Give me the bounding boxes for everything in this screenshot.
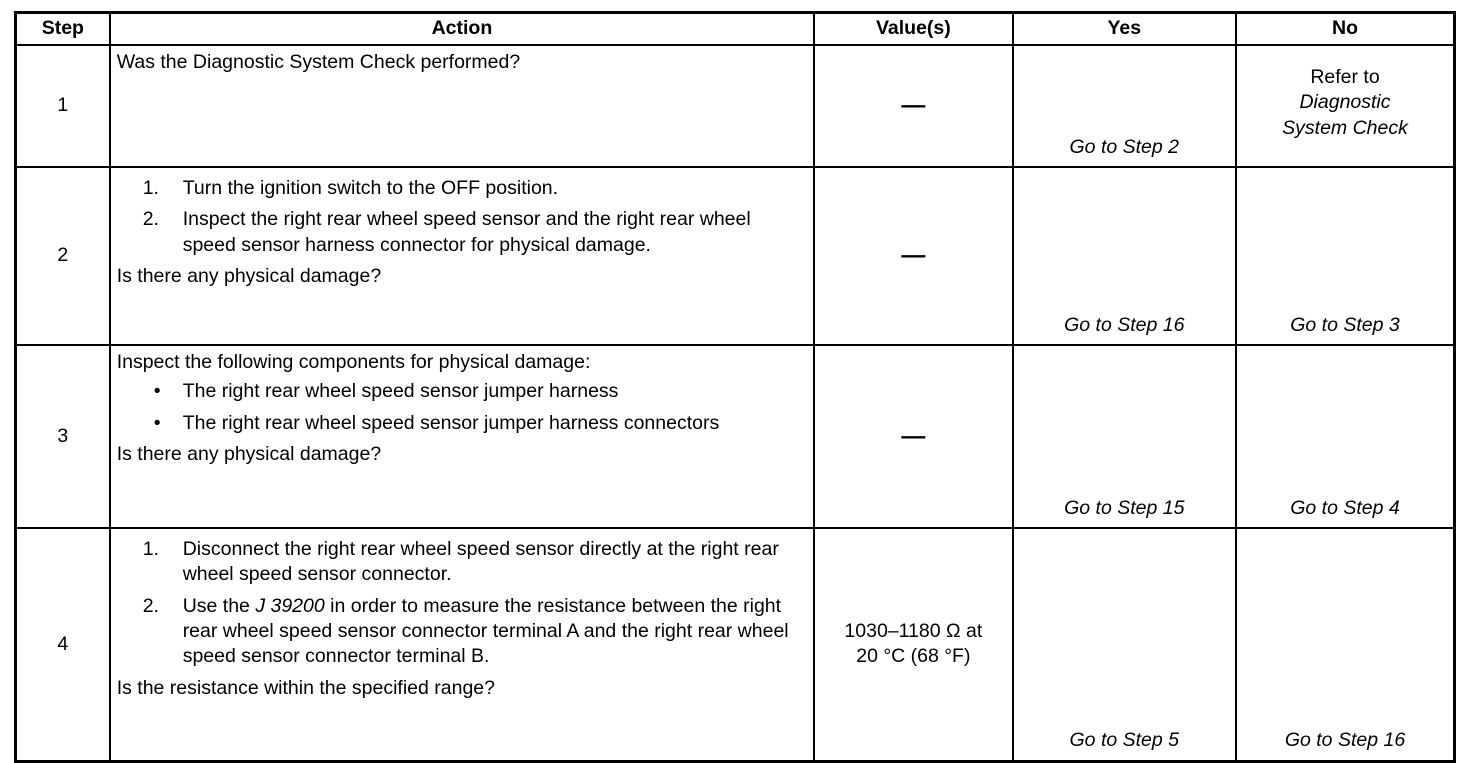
action-question: Is there any physical damage? — [116, 443, 382, 466]
component-text: The right rear wheel speed sensor jumper harness connectors — [182, 411, 720, 434]
value-dash: — — [901, 242, 926, 270]
value-line-1: 1030–1180 Ω at — [844, 619, 983, 642]
step-item-number: 1. — [142, 177, 159, 199]
action-question: Was the Diagnostic System Check performed? — [116, 51, 521, 73]
value-cell — [814, 345, 1012, 528]
step-number: 2 — [16, 167, 110, 345]
no-line-1: Refer to — [1310, 65, 1380, 88]
yes-cell: Go to Step 16 — [1013, 167, 1236, 345]
yes-cell: Go to Step 5 — [1013, 528, 1236, 761]
table-row-step-2 — [16, 167, 1455, 345]
no-cell: Go to Step 3 — [1236, 167, 1455, 345]
action-step-item — [117, 176, 805, 201]
step-item-text: Inspect the right rear wheel speed sensor and the right rear wheel speed sensor harness connector for physical damage. — [182, 208, 751, 256]
action-step-item — [117, 537, 805, 588]
action-steps — [117, 537, 805, 670]
header-step: Step — [16, 13, 110, 46]
no-cell — [1236, 45, 1455, 167]
no-cell: Go to Step 4 — [1236, 345, 1455, 528]
component-text: The right rear wheel speed sensor jumper harness — [182, 380, 619, 403]
table-header — [16, 13, 1455, 46]
action-cell — [110, 167, 814, 345]
component-list — [117, 379, 805, 436]
step-item-text-post: in order to measure the resistance between the right rear wheel speed sensor connector terminal A and the right rear wheel speed sensor connector terminal B. — [182, 594, 789, 668]
action-question: Is the resistance within the specified range? — [116, 676, 495, 699]
no-cell: Go to Step 16 — [1236, 528, 1455, 761]
value-cell — [814, 167, 1012, 345]
action-step-item — [117, 207, 805, 258]
header-values: Value(s) — [814, 13, 1012, 46]
tool-number: J 39200 — [255, 594, 325, 617]
step-item-text: Disconnect the right rear wheel speed sensor directly at the right rear wheel speed sensor connector. — [182, 538, 779, 586]
yes-cell: Go to Step 15 — [1013, 345, 1236, 528]
no-line-3: System Check — [1282, 116, 1408, 139]
value-line-2: 20 °C (68 °F) — [856, 645, 971, 668]
table-row-step-3 — [16, 345, 1455, 528]
table-row-step-4 — [16, 528, 1455, 761]
action-question: Is there any physical damage? — [116, 265, 382, 288]
value-dash: — — [901, 422, 926, 450]
step-number: 4 — [16, 528, 110, 761]
bullet-icon: • — [153, 380, 161, 403]
step-item-text-pre: Use the — [182, 594, 256, 617]
step-item-number: 1. — [142, 538, 159, 560]
table-row-step-1 — [16, 45, 1455, 167]
component-item — [117, 411, 805, 436]
header-no: No — [1236, 13, 1455, 46]
step-item-number: 2. — [142, 208, 159, 231]
component-item — [117, 379, 805, 404]
no-line-2: Diagnostic — [1299, 91, 1391, 114]
step-item-number: 2. — [142, 594, 159, 617]
action-lead: Inspect the following components for physical damage: — [116, 351, 591, 373]
bullet-icon: • — [153, 411, 161, 434]
step-number: 3 — [16, 345, 110, 528]
header-action: Action — [110, 13, 814, 46]
action-step-item — [117, 594, 805, 670]
header-yes: Yes — [1013, 13, 1236, 46]
action-steps — [117, 176, 805, 258]
diagnostic-table — [14, 11, 1456, 763]
yes-cell: Go to Step 2 — [1013, 45, 1236, 167]
value-dash: — — [901, 92, 926, 120]
value-cell — [814, 528, 1012, 761]
action-cell — [110, 345, 814, 528]
action-cell — [110, 45, 814, 167]
step-item-text: Turn the ignition switch to the OFF position. — [182, 177, 559, 199]
value-cell — [814, 45, 1012, 167]
action-cell — [110, 528, 814, 761]
step-number: 1 — [16, 45, 110, 167]
